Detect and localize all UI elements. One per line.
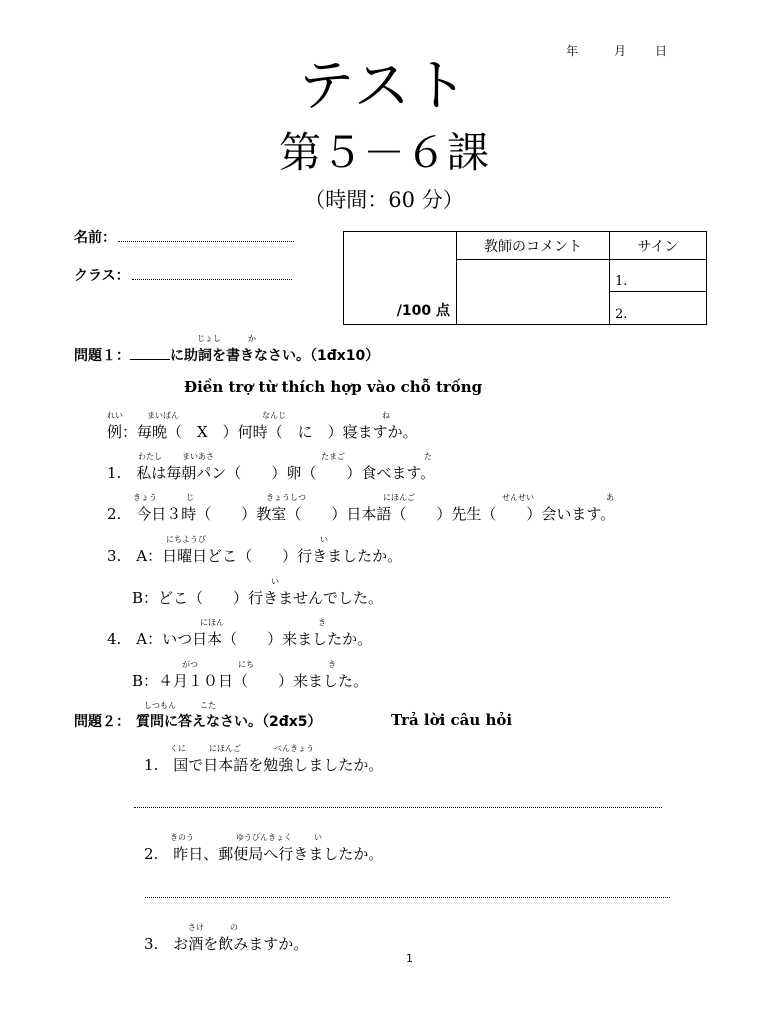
ruby: にちようび — [166, 535, 206, 544]
q2-item-2: 2. 昨日、郵便局へ行きましたか。 — [144, 845, 384, 863]
ruby: にほんご — [209, 744, 241, 753]
ruby: じ — [186, 493, 194, 502]
ruby-joshi: じょし — [197, 334, 221, 343]
ruby-ka: か — [248, 334, 256, 343]
ruby-shitsumon: しつもん — [144, 701, 176, 710]
q1-blank — [130, 359, 170, 360]
q1-label: 問題１： — [74, 348, 130, 364]
q2-subtitle: Trả lời câu hỏi — [391, 711, 513, 729]
page-number: 1 — [406, 952, 413, 965]
name-label: 名前： — [74, 230, 116, 246]
sign-cell-2[interactable] — [610, 292, 707, 325]
comment-cell[interactable] — [457, 260, 610, 325]
day-label: 日 — [655, 44, 668, 58]
q1-item-1[interactable]: 1. 私は毎朝パン（ ）卵（ ）食べます。 — [107, 464, 436, 482]
q1-item-4a[interactable]: 4. A：いつ日本（ ）来ましたか。 — [107, 630, 373, 648]
q2-answer-line-2[interactable] — [145, 896, 670, 898]
time-limit: （時間：60 分） — [304, 188, 464, 212]
q2-instruction: 質問に答えなさい。（2đx5） — [136, 714, 322, 730]
ruby: がつ — [182, 660, 198, 669]
ruby: た — [424, 452, 432, 461]
ruby: まいばん — [147, 411, 179, 420]
ruby: わたし — [138, 452, 162, 461]
ruby: ゆうびんきょく — [236, 833, 292, 842]
ruby: にほんご — [383, 493, 415, 502]
ruby: い — [271, 577, 279, 586]
ruby: い — [320, 535, 328, 544]
q2-title — [74, 711, 322, 731]
lesson-title: 第５－６課 — [278, 128, 489, 177]
name-field[interactable] — [74, 227, 294, 247]
points-label: /100 点 — [396, 303, 450, 319]
class-blank[interactable] — [132, 269, 292, 280]
q1-subtitle: Điền trợ từ thích hợp vào chỗ trống — [184, 378, 483, 396]
q1-item-3a[interactable]: 3. A：日曜日どこ（ ）行きましたか。 — [107, 547, 403, 565]
q1-item-4b[interactable]: B：４月１０日（ ）来ました。 — [132, 672, 369, 690]
q1-title — [74, 345, 379, 365]
sign-1-label: 1. — [615, 274, 628, 289]
ruby: きょう — [133, 493, 157, 502]
ruby: きょうしつ — [266, 493, 306, 502]
ruby: き — [328, 660, 336, 669]
sign-cell-1[interactable] — [610, 260, 707, 292]
ruby: なんじ — [262, 411, 286, 420]
class-field[interactable] — [74, 265, 292, 285]
score-table — [343, 231, 707, 325]
ruby: にち — [238, 660, 254, 669]
sign-header: サイン — [610, 232, 707, 260]
ruby: れい — [107, 411, 123, 420]
ruby: くに — [170, 744, 186, 753]
ruby: い — [314, 833, 322, 842]
name-blank[interactable] — [118, 231, 294, 242]
q1-item-2[interactable]: 2. 今日３時（ ）教室（ ）日本語（ ）先生（ ）会います。 — [107, 505, 616, 523]
sign-2-label: 2. — [615, 307, 628, 322]
class-label: クラス： — [74, 268, 130, 284]
ruby-kota: こた — [200, 701, 216, 710]
comment-header: 教師のコメント — [457, 232, 610, 260]
q2-item-3: 3. お酒を飲みますか。 — [144, 935, 309, 953]
q2-answer-line-1[interactable] — [134, 806, 662, 808]
q1-example: 例：毎晩（ X ）何時（ に ）寝ますか。 — [107, 423, 418, 441]
q1-item-3b[interactable]: B：どこ（ ）行きませんでした。 — [132, 589, 384, 607]
month-label: 月 — [614, 44, 627, 58]
ruby: きのう — [170, 833, 194, 842]
ruby: たまご — [321, 452, 345, 461]
ruby: さけ — [188, 923, 204, 932]
ruby: せんせい — [502, 493, 534, 502]
ruby: べんきょう — [274, 744, 314, 753]
ruby: き — [318, 618, 326, 627]
ruby: ね — [382, 411, 390, 420]
q2-label: 問題２： — [74, 714, 130, 730]
year-label: 年 — [566, 44, 579, 58]
page-title: テスト — [298, 54, 470, 119]
ruby: まいあさ — [182, 452, 214, 461]
q2-item-1: 1. 国で日本語を勉強しましたか。 — [144, 756, 384, 774]
ruby: あ — [606, 493, 614, 502]
ruby: にほん — [200, 618, 224, 627]
score-cell[interactable] — [344, 232, 457, 325]
ruby: の — [230, 923, 238, 932]
q1-instruction: に助詞を書きなさい。（1đx10） — [170, 348, 380, 364]
